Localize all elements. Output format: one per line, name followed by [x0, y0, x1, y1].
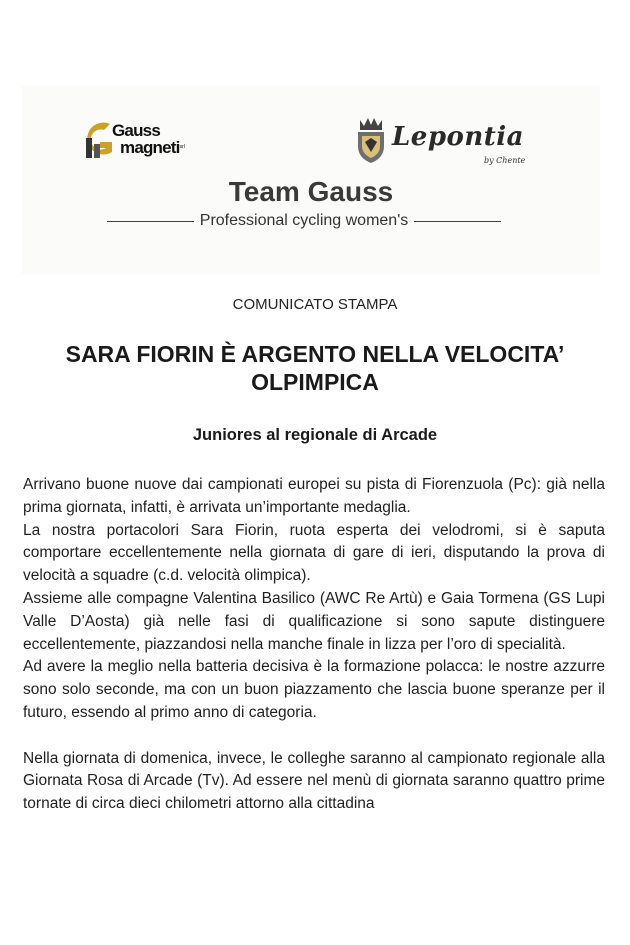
paragraph: Ad avere la meglio nella batteria decisiva è la formazione polacca: le nostre azzurre sono solo seconde, ma con un buon piazzamento che lascia buone speranze per il futuro, essendo al primo anno di categoria. [23, 658, 605, 721]
article-body [23, 474, 605, 816]
team-title: Team Gauss [228, 176, 394, 207]
gauss-logo-text: Gauss magnetisrl [112, 121, 185, 157]
headline-line: SARA FIORIN È ARGENTO NELLA VELOCITA’ [65, 341, 565, 367]
paragraph: La nostra portacolori Sara Fiorin, ruota esperta dei velodromi, si è saputa comportare eccellentemente nella giornata di gare di ieri, disputando la prova di velocità a squadre (c.d. velocità olimpica). [23, 521, 605, 585]
headline [20, 340, 610, 396]
gauss-magnet-icon [82, 118, 116, 162]
lepontia-logo-byline: by Chente [484, 156, 526, 165]
press-release-label: COMUNICATO STAMPA [232, 296, 398, 313]
team-subtitle-row [107, 210, 501, 232]
team-subtitle: Professional cycling women's [199, 212, 409, 229]
paragraph: Arrivano buone nuove dai campionati europei su pista di Fiorenzuola (Pc): già nella prima giornata, infatti, è arrivata un’importante medaglia. [23, 476, 605, 516]
lepontia-logo [354, 116, 554, 176]
headline-line: OLPIMPICA [251, 369, 379, 395]
divider [107, 221, 194, 222]
subheadline: Juniores al regionale di Arcade [192, 426, 438, 444]
paragraph: Nella giornata di domenica, invece, le colleghe saranno al campionato regionale alla Giornata Rosa di Arcade (Tv). Ad essere nel menù di giornata saranno quattro prime tornate di circa dieci chilometri attorno alla cittadina [23, 749, 605, 813]
letterhead [22, 86, 600, 274]
lepontia-shield-icon [354, 116, 388, 164]
lepontia-logo-text: Lepontia [392, 122, 524, 152]
paragraph-gap [23, 725, 605, 748]
divider [414, 221, 501, 222]
gauss-magneti-logo [82, 118, 207, 178]
paragraph: Assieme alle compagne Valentina Basilico (AWC Re Artù) e Gaia Tormena (GS Lupi Valle D’Aosta) già nelle fasi di qualificazione si sono sapute distinguere eccellentemente, piazzandosi nella manche finale in lizza per l’oro di specialità. [23, 589, 605, 653]
